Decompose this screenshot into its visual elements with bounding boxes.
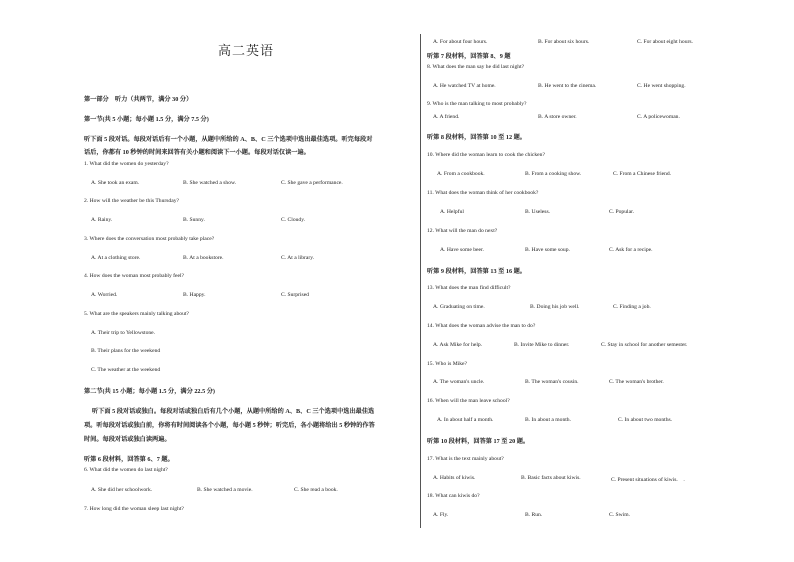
question-text: 4. How does the woman most probably feel? — [84, 273, 185, 279]
option-b: B. Basic facts about kiwis. — [521, 475, 581, 481]
option-a: A. Rainy. — [91, 217, 113, 223]
option-b: B. She watched a show. — [183, 180, 237, 186]
option-b: B. A store owner. — [538, 114, 577, 120]
option-a: A. Worried. — [91, 292, 118, 298]
question-text: 14. What does the woman advise the man to do? — [427, 323, 536, 329]
option-a: A. Habits of kiwis. — [433, 475, 476, 481]
question-text: 7. How long did the woman sleep last night? — [84, 506, 184, 512]
option-a: A. Ask Mike for help. — [433, 342, 483, 348]
option-a: A. She took an exam. — [91, 180, 140, 186]
option-c: C. For about eight hours. — [637, 39, 693, 45]
option-b: B. In about a month. — [525, 417, 571, 423]
option-a: A. From a cookbook. — [437, 171, 485, 177]
section1-instruction-line2: 话后，你都有 10 秒钟的时间来回答有关小题和阅读下一小题。每段对话仅读一遍。 — [84, 149, 310, 156]
section2-instruction-line1: 听下面 5 段对话或独白。每段对话或独白后有几个小题，从题中所给的 A、B、C 三个选项中选出最佳选 — [92, 408, 375, 415]
option-b: B. Useless. — [525, 209, 551, 215]
section1-instruction-line1: 听下面 5 段对话。每段对话后有一个小题，从题中所给的 A、B、C 三个选项中选出最佳选项。听完每段对 — [84, 136, 373, 143]
page-title: 高二英语 — [218, 43, 275, 58]
option-b: B. Their plans for the weekend — [91, 348, 161, 354]
option-c: C. Finding a job. — [613, 304, 651, 310]
option-c: C. Swim. — [609, 512, 630, 518]
option-b: B. She watched a movie. — [197, 487, 253, 493]
option-a: A. Fly. — [433, 512, 449, 518]
option-a: A. A friend. — [433, 114, 460, 120]
option-c: C. From a Chinese friend. — [613, 171, 672, 177]
section2-heading: 第二节(共 15 小题；每小题 1.5 分，满分 22.5 分) — [84, 388, 215, 395]
option-b: B. Happy. — [183, 292, 206, 298]
option-b: B. Sunny. — [183, 217, 205, 223]
question-text: 17. What is the text mainly about? — [427, 456, 504, 462]
option-b: B. Doing his job well. — [530, 304, 580, 310]
option-a: A. Their trip to Yellowstone. — [91, 330, 156, 336]
question-text: 15. Who is Mike? — [427, 361, 467, 367]
material-heading: 听第 7 段材料，回答第 8、9 题 — [427, 53, 511, 60]
option-c: C. Surprised — [281, 292, 309, 298]
question-text: 9. Who is the man talking to most probably? — [427, 101, 527, 107]
question-text: 2. How will the weather be this Thursday? — [84, 198, 179, 204]
option-c: C. A policewoman. — [637, 114, 680, 120]
option-c: C. Stay in school for another semester. — [601, 342, 688, 348]
option-b: B. From a cooking show. — [525, 171, 582, 177]
question-text: 16. When will the man leave school? — [427, 398, 510, 404]
question-text: 3. Where does the conversation most probably take place? — [84, 236, 215, 242]
option-a: A. Have some beer. — [440, 247, 484, 253]
option-a: A. The woman's uncle. — [433, 379, 485, 385]
option-c: C. Cloudy. — [281, 217, 306, 223]
option-b: B. He went to the cinema. — [538, 83, 597, 89]
option-b: B. Invite Mike to dinner. — [514, 342, 570, 348]
option-b: B. Have some soup. — [525, 247, 570, 253]
option-c: C. At a library. — [281, 255, 315, 261]
question-text: 12. What will the man do next? — [427, 228, 498, 234]
section1-heading: 第一节(共 5 小题；每小题 1.5 分，满分 7.5 分) — [84, 116, 209, 123]
option-a: A. At a clothing store. — [91, 255, 141, 261]
material-heading: 听第 8 段材料，回答第 10 至 12 题。 — [427, 134, 526, 141]
question-text: 1. What did the women do yesterday? — [84, 161, 169, 167]
option-a: A. He watched TV at home. — [433, 83, 496, 89]
section2-instruction-line2: 项。听每段对话或独白前，你将有时间阅读各个小题，每小题 5 秒钟；听完后，各小题将给出 5 秒钟的作答 — [84, 422, 375, 429]
material-heading: 听第 6 段材料，回答第 6、7 题。 — [84, 456, 174, 463]
option-c: C. In about two months. — [618, 417, 673, 423]
material-heading: 听第 9 段材料，回答第 13 至 16 题。 — [427, 268, 526, 275]
option-c: C. Present situations of kiwis. . — [611, 477, 685, 483]
option-b: B. The woman's cousin. — [525, 379, 579, 385]
column-divider — [420, 34, 421, 528]
option-c: C. Popular. — [609, 209, 635, 215]
question-text: 8. What does the man say he did last night? — [427, 64, 525, 70]
part1-heading: 第一部分 听力（共两节，满分 30 分） — [84, 96, 193, 103]
material-heading: 听第 10 段材料，回答第 17 至 20 题。 — [427, 438, 530, 445]
question-text: 5. What are the speakers mainly talking about? — [84, 311, 189, 317]
question-text: 11. What does the woman think of her cookbook? — [427, 190, 539, 196]
option-b: B. For about six hours. — [538, 39, 590, 45]
option-c: C. Ask for a recipe. — [609, 247, 653, 253]
option-c: C. She read a book. — [294, 487, 338, 493]
option-a: A. She did her schoolwork. — [91, 487, 153, 493]
option-b: B. Run. — [525, 512, 543, 518]
option-c: C. The woman's brother. — [609, 379, 664, 385]
question-text: 10. Where did the woman learn to cook the chicken? — [427, 152, 545, 158]
section2-instruction-line3: 时间。每段对话或独白读两遍。 — [84, 436, 171, 443]
option-a: A. For about four hours. — [433, 39, 488, 45]
question-text: 13. What does the man find difficult? — [427, 285, 511, 291]
option-a: A. Helpful — [440, 209, 464, 215]
question-text: 6. What did the women do last night? — [84, 467, 168, 473]
option-b: B. At a bookstore. — [183, 255, 224, 261]
question-text: 18. What can kiwis do? — [427, 493, 480, 499]
option-c: C. He went shopping. — [637, 83, 686, 89]
option-c: C. The weather at the weekend — [91, 367, 161, 373]
option-a: A. In about half a month. — [437, 417, 494, 423]
option-a: A. Graduating on time. — [433, 304, 485, 310]
option-c: C. She gave a performance. — [281, 180, 343, 186]
